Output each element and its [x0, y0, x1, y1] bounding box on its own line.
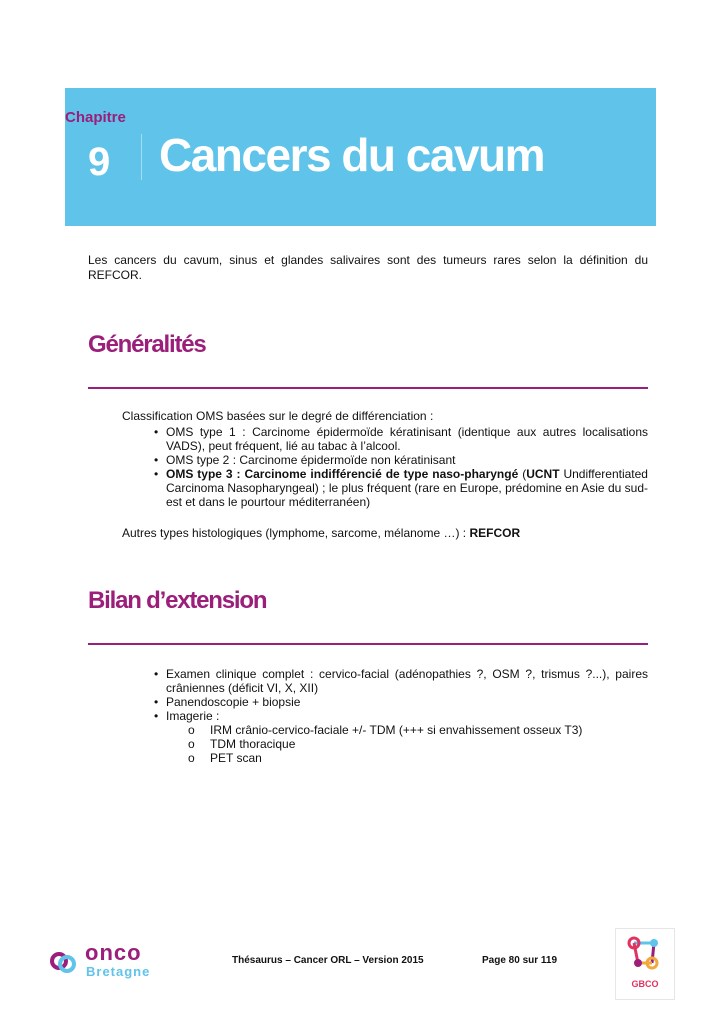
bullet-icon: • — [154, 709, 159, 723]
section-rule — [88, 387, 648, 389]
bretagne-logo-text: Bretagne — [86, 964, 151, 979]
list-item: • Examen clinique complet : cervico-facial (adénopathies ?, OSM ?, trismus ?...), paires crâniennes (déficit VI, X, XII) — [154, 667, 648, 695]
bullet-icon: • — [154, 667, 159, 681]
section-title-bilan: Bilan d’extension — [88, 587, 267, 614]
list-item: • Panendoscopie + biopsie — [154, 695, 301, 709]
bullet-icon: • — [154, 453, 159, 467]
section-rule — [88, 643, 648, 645]
bilan-list — [154, 667, 648, 765]
chapter-title: Cancers du cavum — [159, 129, 545, 181]
gbco-logo — [615, 928, 675, 1000]
page-number: Page 80 sur 119 — [482, 955, 558, 966]
bullet-icon: • — [154, 467, 159, 481]
oms-list — [154, 425, 648, 509]
list-item: • OMS type 1 : Carcinome épidermoïde kératinisant (identique aux autres localisations VADS), peut fréquent, lié au tabac à l’alcool. — [154, 425, 648, 453]
list-item: • OMS type 2 : Carcinome épidermoïde non kératinisant — [154, 453, 456, 467]
classification-lead: Classification OMS basées sur le degré de différenciation : — [122, 409, 434, 423]
list-item: • Imagerie : o IRM crânio-cervico-faciale +/- TDM (+++ si envahissement osseux T3) o TDM thoracique o PET scan — [154, 709, 648, 765]
footer-title: Thésaurus – Cancer ORL – Version 2015 — [232, 955, 424, 966]
gbco-label: GBCO — [631, 979, 659, 989]
gbco-network-icon — [616, 929, 674, 979]
list-item: o IRM crânio-cervico-faciale +/- TDM (+++ si envahissement osseux T3) — [188, 723, 583, 737]
chapter-banner — [65, 88, 656, 226]
list-item: o PET scan — [188, 751, 262, 765]
other-histology: Autres types histologiques (lymphome, sarcome, mélanome …) : REFCOR — [122, 526, 521, 540]
chapter-divider — [141, 134, 142, 180]
list-item: o TDM thoracique — [188, 737, 296, 751]
circle-bullet-icon: o — [188, 723, 195, 737]
intro-paragraph: Les cancers du cavum, sinus et glandes salivaires sont des tumeurs rares selon la définition du REFCOR. — [88, 253, 648, 282]
chapter-number: 9 — [88, 140, 111, 184]
bullet-icon: • — [154, 425, 159, 439]
chapter-label: Chapitre — [65, 109, 126, 126]
list-item: • OMS type 3 : Carcinome indifférencié de type naso-pharyngé (UCNT Undifferentiated Carcinoma Nasopharyngeal) ; le plus fréquent (rare en Europe, prédomine en Asie du sud-est et dans le pourtour méditerranéen) — [154, 467, 648, 509]
onco-logo-text: onco — [85, 940, 142, 965]
circle-bullet-icon: o — [188, 737, 195, 751]
circle-bullet-icon: o — [188, 751, 195, 765]
section-title-generalites: Généralités — [88, 331, 206, 358]
bullet-icon: • — [154, 695, 159, 709]
